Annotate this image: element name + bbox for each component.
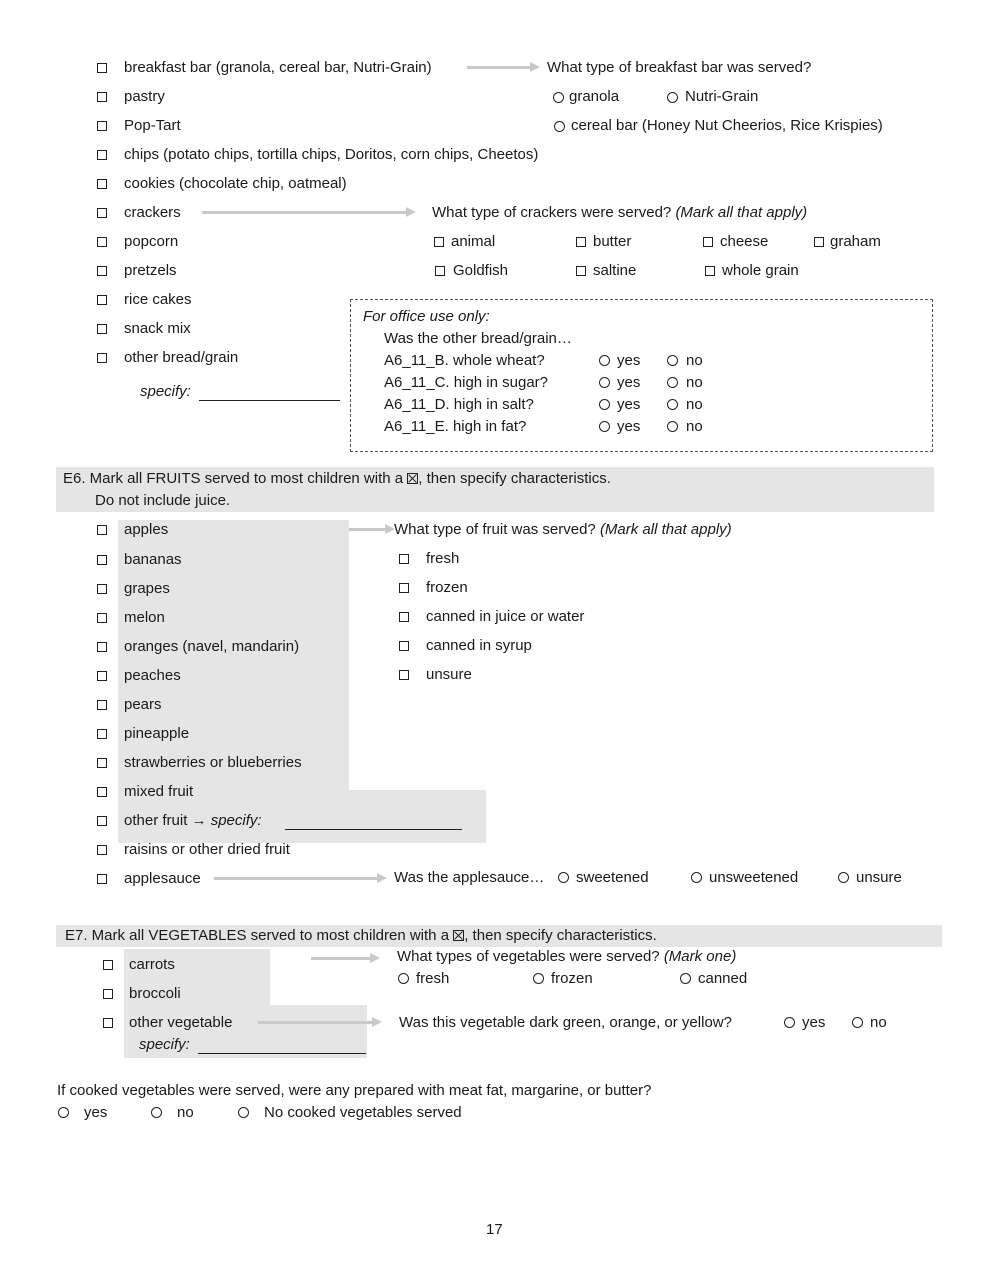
checkbox-mixed-fruit[interactable] (97, 787, 107, 797)
checkbox-canned-syrup[interactable] (399, 641, 409, 651)
radio-sweetened[interactable] (558, 872, 569, 883)
checkbox-strawberries[interactable] (97, 758, 107, 768)
option-no: no (686, 418, 703, 435)
checkbox-oranges[interactable] (97, 642, 107, 652)
checkbox-goldfish[interactable] (435, 266, 445, 276)
dark-veg-question: Was this vegetable dark green, orange, or yellow? (399, 1014, 732, 1031)
option-fresh: fresh (426, 550, 460, 567)
checkbox-unsure[interactable] (399, 670, 409, 680)
item-breakfast-bar: breakfast bar (granola, cereal bar, Nutri-Grain) (124, 59, 432, 76)
checkbox-pretzels[interactable] (97, 266, 107, 276)
checkbox-frozen[interactable] (399, 583, 409, 593)
option-graham: graham (830, 233, 881, 250)
option-frozen: frozen (551, 970, 593, 987)
option-unsweetened: unsweetened (709, 869, 799, 886)
radio-yes[interactable] (599, 399, 610, 410)
item-bananas: bananas (124, 551, 182, 568)
checkbox-butter[interactable] (576, 237, 586, 247)
radio-no[interactable] (667, 421, 678, 432)
option-goldfish: Goldfish (453, 262, 509, 279)
option-yes: yes (84, 1104, 108, 1121)
item-crackers: crackers (124, 204, 181, 221)
option-no: no (686, 374, 703, 391)
office-title: For office use only: (363, 308, 490, 325)
option-saltine: saltine (593, 262, 637, 279)
checkbox-bananas[interactable] (97, 555, 107, 565)
arrow (202, 211, 407, 214)
checkbox-cookies[interactable] (97, 179, 107, 189)
arrow (311, 957, 371, 960)
arrow (467, 66, 531, 69)
item-other-bread: other bread/grain (124, 349, 239, 366)
fruit-question: What type of fruit was served? (Mark all that apply) (394, 521, 732, 538)
item-mixed-fruit: mixed fruit (124, 783, 194, 800)
veg-question: What types of vegetables were served? (Mark one) (397, 948, 737, 965)
item-pineapple: pineapple (124, 725, 190, 742)
radio-unsweetened[interactable] (691, 872, 702, 883)
office-row-label: A6_11_B. whole wheat? (384, 352, 545, 369)
radio-no[interactable] (852, 1017, 863, 1028)
option-frozen: frozen (426, 579, 468, 596)
radio-granola[interactable] (553, 92, 564, 103)
e6-header: E6. Mark all FRUITS served to most children with a , then specify characteristics. (63, 470, 611, 487)
option-canned: canned (698, 970, 748, 987)
checkbox-pastry[interactable] (97, 92, 107, 102)
option-no-cooked: No cooked vegetables served (264, 1104, 462, 1121)
item-popcorn: popcorn (124, 233, 179, 250)
checkbox-raisins[interactable] (97, 845, 107, 855)
checkbox-other-vegetable[interactable] (103, 1018, 113, 1028)
radio-no-cooked[interactable] (238, 1107, 249, 1118)
checkbox-pears[interactable] (97, 700, 107, 710)
radio-cereal-bar[interactable] (554, 121, 565, 132)
radio-yes[interactable] (599, 377, 610, 388)
option-animal: animal (451, 233, 496, 250)
item-applesauce: applesauce (124, 870, 201, 887)
other-fruit-input[interactable] (285, 815, 462, 830)
checkbox-canned-juice[interactable] (399, 612, 409, 622)
option-yes: yes (617, 396, 641, 413)
office-row-label: A6_11_D. high in salt? (384, 396, 534, 413)
applesauce-question: Was the applesauce… (394, 869, 545, 886)
checkbox-peaches[interactable] (97, 671, 107, 681)
option-unsure: unsure (856, 869, 902, 886)
item-pastry: pastry (124, 88, 165, 105)
checkbox-crackers[interactable] (97, 208, 107, 218)
item-chips: chips (potato chips, tortilla chips, Doritos, corn chips, Cheetos) (124, 146, 539, 163)
option-cheese: cheese (720, 233, 769, 250)
checkbox-other-bread[interactable] (97, 353, 107, 363)
option-granola: granola (569, 88, 620, 105)
option-yes: yes (802, 1014, 826, 1031)
checkbox-melon[interactable] (97, 613, 107, 623)
item-carrots: carrots (129, 956, 175, 973)
item-other-vegetable: other vegetable (129, 1014, 233, 1031)
radio-canned[interactable] (680, 973, 691, 984)
specify-label: specify: (140, 383, 191, 400)
checkbox-pineapple[interactable] (97, 729, 107, 739)
item-apples: apples (124, 521, 169, 538)
item-melon: melon (124, 609, 165, 626)
option-sweetened: sweetened (576, 869, 649, 886)
checkbox-popcorn[interactable] (97, 237, 107, 247)
option-cereal-bar: cereal bar (Honey Nut Cheerios, Rice Krispies) (571, 117, 883, 134)
checkbox-fresh[interactable] (399, 554, 409, 564)
checkbox-carrots[interactable] (103, 960, 113, 970)
option-canned-syrup: canned in syrup (426, 637, 532, 654)
checkbox-animal[interactable] (434, 237, 444, 247)
item-pretzels: pretzels (124, 262, 177, 279)
item-pop-tart: Pop-Tart (124, 117, 181, 134)
checkbox-breakfast-bar[interactable] (97, 63, 107, 73)
item-pears: pears (124, 696, 162, 713)
item-rice-cakes: rice cakes (124, 291, 192, 308)
item-grapes: grapes (124, 580, 170, 597)
checkbox-graham[interactable] (814, 237, 824, 247)
other-veg-input[interactable] (198, 1039, 366, 1054)
radio-yes[interactable] (599, 355, 610, 366)
radio-yes[interactable] (784, 1017, 795, 1028)
office-intro: Was the other bread/grain… (384, 330, 572, 347)
arrow (214, 877, 378, 880)
radio-no[interactable] (667, 355, 678, 366)
checkbox-chips[interactable] (97, 150, 107, 160)
checkbox-apples[interactable] (97, 525, 107, 535)
crackers-question: What type of crackers were served? (Mark all that apply) (432, 204, 808, 221)
item-raisins: raisins or other dried fruit (124, 841, 290, 858)
office-row-label: A6_11_C. high in sugar? (384, 374, 549, 391)
radio-no[interactable] (667, 377, 678, 388)
radio-unsure[interactable] (838, 872, 849, 883)
radio-frozen[interactable] (533, 973, 544, 984)
option-no: no (686, 396, 703, 413)
radio-yes[interactable] (599, 421, 610, 432)
item-oranges: oranges (navel, mandarin) (124, 638, 300, 655)
radio-no[interactable] (151, 1107, 162, 1118)
option-butter: butter (593, 233, 632, 250)
item-peaches: peaches (124, 667, 181, 684)
checkbox-applesauce[interactable] (97, 874, 107, 884)
checkbox-broccoli[interactable] (103, 989, 113, 999)
specify-input[interactable] (199, 386, 340, 401)
option-yes: yes (617, 418, 641, 435)
item-other-fruit: other fruit → specify: (124, 812, 262, 829)
e6-header-note: Do not include juice. (95, 492, 231, 509)
checked-box-icon (453, 930, 464, 941)
radio-no[interactable] (667, 399, 678, 410)
checkbox-other-fruit[interactable] (97, 816, 107, 826)
checkbox-saltine[interactable] (576, 266, 586, 276)
option-no: no (177, 1104, 194, 1121)
option-yes: yes (617, 374, 641, 391)
checkbox-whole-grain[interactable] (705, 266, 715, 276)
specify-label: specify: (139, 1036, 190, 1053)
option-whole-grain: whole grain (722, 262, 799, 279)
office-row-label: A6_11_E. high in fat? (384, 418, 527, 435)
option-no: no (870, 1014, 887, 1031)
checkbox-cheese[interactable] (703, 237, 713, 247)
checkbox-rice-cakes[interactable] (97, 295, 107, 305)
item-cookies: cookies (chocolate chip, oatmeal) (124, 175, 347, 192)
item-strawberries: strawberries or blueberries (124, 754, 302, 771)
checkbox-snack-mix[interactable] (97, 324, 107, 334)
option-no: no (686, 352, 703, 369)
item-snack-mix: snack mix (124, 320, 191, 337)
option-fresh: fresh (416, 970, 450, 987)
option-canned-juice: canned in juice or water (426, 608, 585, 625)
breakfast-question: What type of breakfast bar was served? (547, 59, 812, 76)
radio-nutri-grain[interactable] (667, 92, 678, 103)
radio-fresh[interactable] (398, 973, 409, 984)
item-broccoli: broccoli (129, 985, 181, 1002)
checked-box-icon (407, 473, 418, 484)
e7-header: E7. Mark all VEGETABLES served to most children with a , then specify characteristics. (65, 927, 657, 944)
arrow (258, 1021, 373, 1024)
option-unsure: unsure (426, 666, 472, 683)
checkbox-pop-tart[interactable] (97, 121, 107, 131)
page-number: 17 (486, 1221, 503, 1238)
checkbox-grapes[interactable] (97, 584, 107, 594)
cooked-question: If cooked vegetables were served, were any prepared with meat fat, margarine, or butter? (57, 1082, 652, 1099)
option-yes: yes (617, 352, 641, 369)
option-nutri-grain: Nutri-Grain (685, 88, 759, 105)
radio-yes[interactable] (58, 1107, 69, 1118)
arrow (349, 528, 386, 531)
